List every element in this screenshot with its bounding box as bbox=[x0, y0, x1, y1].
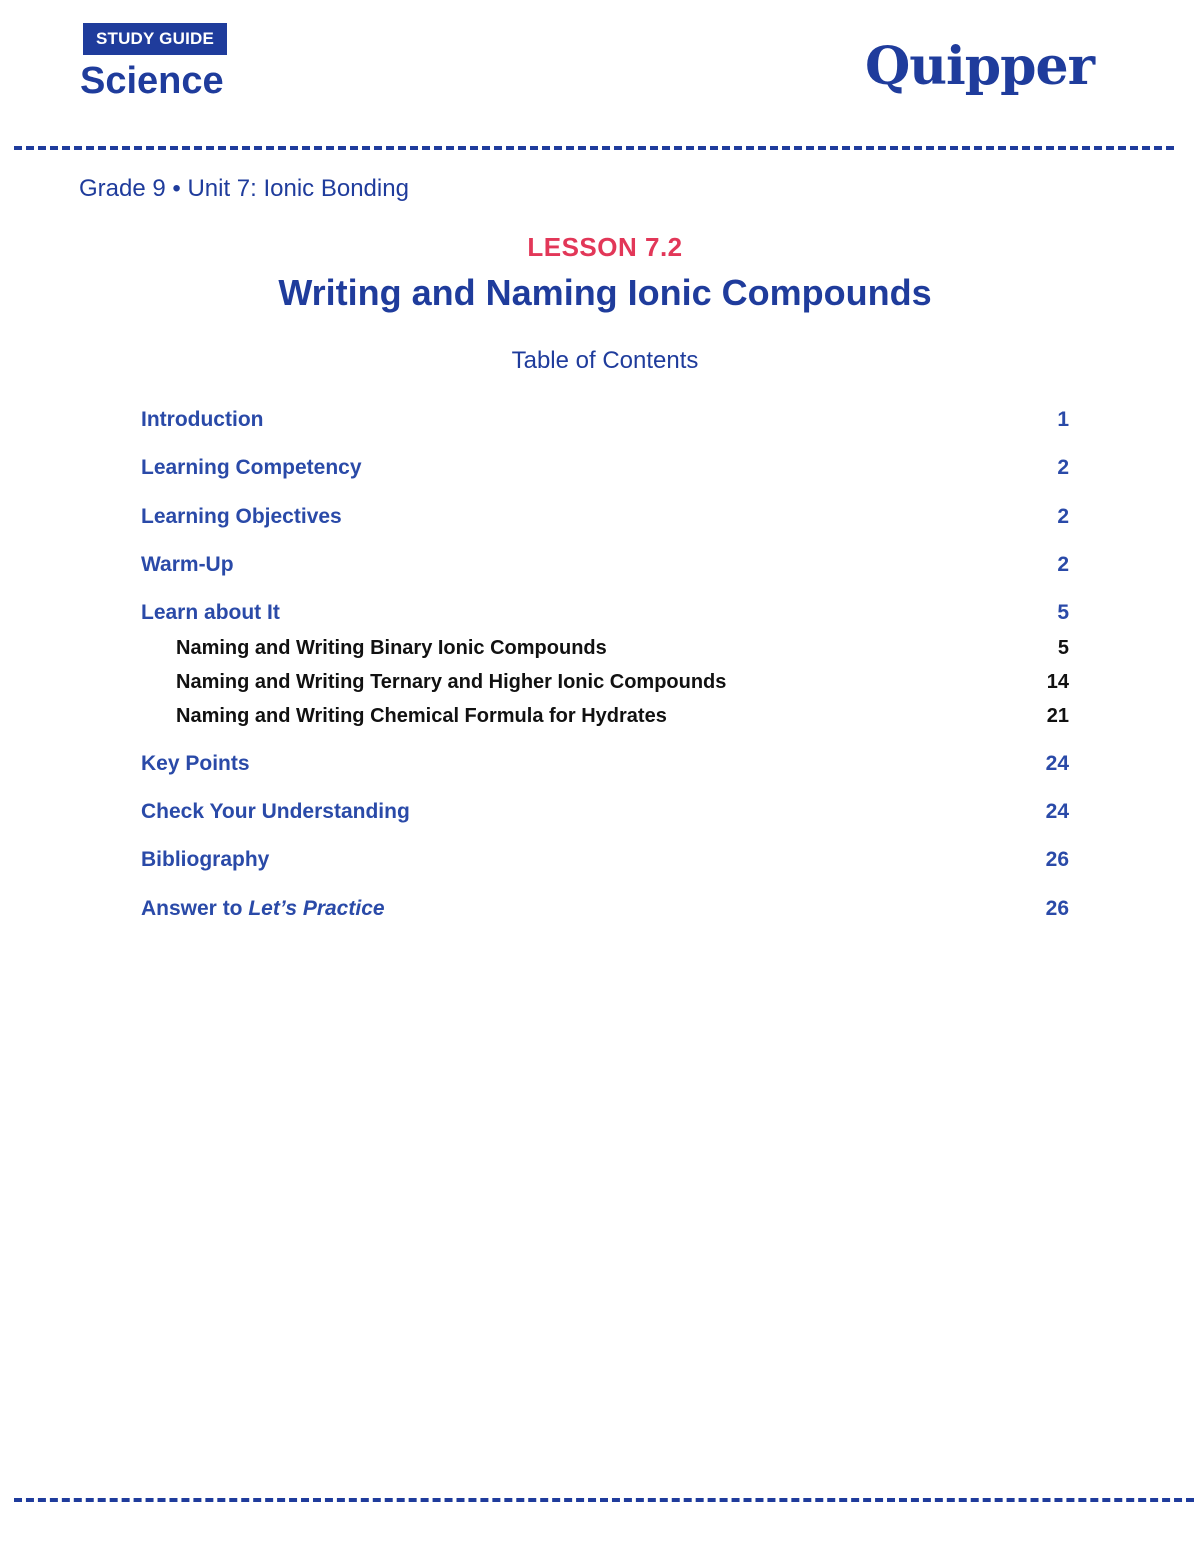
toc-entry-page: 21 bbox=[1046, 704, 1069, 727]
toc-entry-label: Bibliography bbox=[141, 848, 270, 871]
toc-entry-introduction[interactable] bbox=[141, 405, 1069, 435]
toc-entry-label: Learning Competency bbox=[141, 456, 362, 479]
toc-subentry-hydrates[interactable] bbox=[176, 701, 1069, 731]
lesson-title: Writing and Naming Ionic Compounds bbox=[278, 272, 932, 313]
toc-entry-label-prefix: Answer to bbox=[141, 897, 249, 920]
toc-subentry-binary-ionic-compounds[interactable] bbox=[176, 633, 1069, 663]
toc-entry-label: Introduction bbox=[141, 408, 264, 431]
bottom-dashed-divider bbox=[14, 1498, 1194, 1502]
toc-entry-page: 2 bbox=[1057, 553, 1069, 576]
toc-entry-check-your-understanding[interactable] bbox=[141, 797, 1069, 827]
toc-entry-label: Warm-Up bbox=[141, 553, 234, 576]
toc-entry-page: 24 bbox=[1045, 752, 1069, 775]
toc-subentry-ternary-ionic-compounds[interactable] bbox=[176, 667, 1069, 697]
quipper-logo: Quipper bbox=[864, 36, 1094, 97]
toc-entry-label: Naming and Writing Ternary and Higher Ionic Compounds bbox=[176, 670, 727, 693]
unit-breadcrumb: Grade 9 • Unit 7: Ionic Bonding bbox=[79, 175, 409, 202]
toc-entry-page: 2 bbox=[1057, 505, 1069, 528]
lesson-number: LESSON 7.2 bbox=[527, 232, 683, 262]
toc-entry-key-points[interactable] bbox=[141, 749, 1069, 779]
toc-entry-page: 1 bbox=[1057, 408, 1069, 431]
toc-entry-answer-to-lets-practice[interactable] bbox=[141, 894, 1069, 924]
toc-entry-page: 24 bbox=[1045, 800, 1069, 823]
toc-entry-label: Naming and Writing Chemical Formula for Hydrates bbox=[176, 704, 667, 727]
toc-entry-label: Naming and Writing Binary Ionic Compounds bbox=[176, 636, 607, 659]
subject-title: Science bbox=[80, 60, 224, 102]
toc-entry-label: Check Your Understanding bbox=[141, 800, 410, 823]
toc-entry-page: 5 bbox=[1057, 601, 1069, 624]
toc-entry-page: 14 bbox=[1046, 670, 1069, 693]
toc-entry-label: Key Points bbox=[141, 752, 250, 775]
toc-entry-page: 5 bbox=[1057, 636, 1069, 659]
toc-entry-warm-up[interactable] bbox=[141, 550, 1069, 580]
toc-heading: Table of Contents bbox=[511, 347, 699, 374]
toc-entry-label bbox=[141, 897, 385, 921]
toc-entry-label: Learning Objectives bbox=[141, 505, 342, 528]
toc-entry-page: 2 bbox=[1057, 456, 1069, 479]
toc-entry-label: Learn about It bbox=[141, 601, 280, 624]
toc-entry-learn-about-it[interactable] bbox=[141, 598, 1069, 628]
toc-entry-page: 26 bbox=[1045, 848, 1069, 871]
study-guide-badge: STUDY GUIDE bbox=[83, 23, 227, 55]
toc-entry-label-italic: Let’s Practice bbox=[248, 897, 385, 920]
toc-entry-learning-competency[interactable] bbox=[141, 453, 1069, 483]
toc-entry-page: 26 bbox=[1045, 897, 1069, 920]
toc-entry-bibliography[interactable] bbox=[141, 845, 1069, 875]
toc-entry-learning-objectives[interactable] bbox=[141, 502, 1069, 532]
